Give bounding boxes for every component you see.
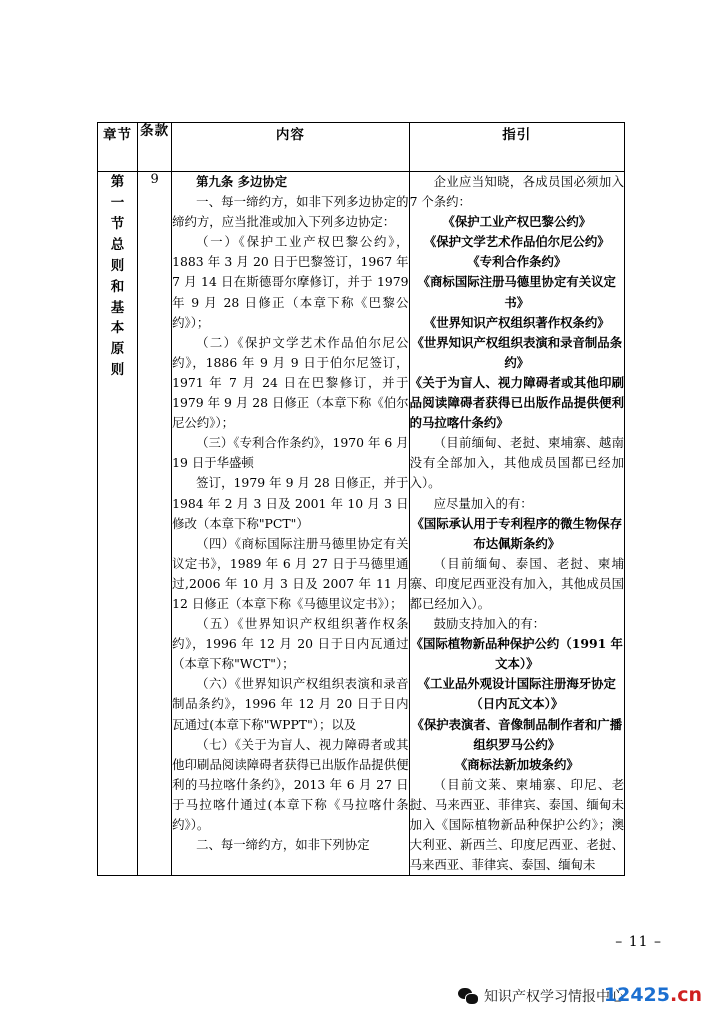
guide-treaty: 《国际植物新品种保护公约（1991 年文本）》 (410, 636, 623, 672)
header-content: 内容 (172, 123, 409, 172)
content-paragraph: （七）《关于为盲人、视力障碍者或其他印刷品阅读障碍者获得已出版作品提供便利的马拉喀什条约》，2013 年 6 月 27 日于马拉喀什通过(本章下称《马拉喀什条约》）。 (172, 736, 409, 832)
chapter-char: 原 (110, 341, 125, 358)
content-paragraph-title: 第九条 多边协定 (196, 174, 288, 189)
content-paragraph: 一、每一缔约方，如非下列多边协定的缔约方，应当批准或加入下列多边协定： (172, 194, 409, 230)
content-paragraph: （五）《世界知识产权组织著作权条约》，1996 年 12 月 20 日于日内瓦通过（本章下称"WCT"）； (172, 616, 409, 672)
content-paragraph: 签订，1979 年 9 月 28 日修正，并于 1984 年 2 月 3 日及 2001 年 10 月 3 日修改（本章下称"PCT"） (172, 475, 409, 531)
watermark (604, 984, 702, 1006)
content-paragraph: （六）《世界知识产权组织表演和录音制品条约》，1996 年 12 月 20 日于日内瓦通过(本章下称"WPPT"）；以及 (172, 676, 409, 732)
chapter-char: 本 (110, 320, 125, 337)
chapter-char: 总 (110, 236, 125, 253)
chapter-char: 则 (110, 362, 125, 379)
clause-number: 9 (138, 172, 172, 876)
table-row (98, 172, 625, 876)
chapter-char: 一 (110, 194, 125, 211)
header-guide: 指引 (409, 123, 624, 172)
chapter-char: 和 (110, 278, 125, 295)
page-footer (0, 986, 720, 1018)
guide-treaty: 《商标法新加坡条约》 (454, 756, 579, 772)
guide-cell (409, 172, 624, 876)
guide-treaty: 《世界知识产权组织表演和录音制品条约》 (411, 334, 623, 370)
guide-paragraph: 鼓励支持加入的有： (433, 616, 546, 632)
guide-treaty: 《保护表演者、音像制品制作者和广播组织罗马公约》 (411, 716, 623, 752)
guide-treaty: 《保护工业产权巴黎公约》 (442, 214, 592, 230)
chapter-char: 基 (110, 299, 125, 316)
main-table (97, 122, 625, 876)
guide-treaty: 《关于为盲人、视力障碍者或其他印刷品阅读障碍者获得已出版作品提供便利的马拉喀什条约》 (409, 374, 624, 431)
guide-paragraph: （目前文莱、柬埔寨、印尼、老挝、马来西亚、菲律宾、泰国、缅甸未加入《国际植物新品种保护公约》；澳大利亚、新西兰、印度尼西亚、老挝、马来西亚、菲律宾、泰国、缅甸未 (409, 776, 624, 873)
chapter-char: 第 (110, 174, 125, 190)
content-paragraph: （三）《专利合作条约》，1970 年 6 月 19 日于华盛顿 (172, 435, 409, 471)
guide-paragraph: （目前缅甸、老挝、柬埔寨、越南没有全部加入，其他成员国都已经加入）。 (409, 435, 624, 491)
guide-treaty: 《世界知识产权组织著作权条约》 (423, 314, 610, 330)
guide-paragraph: 应尽量加入的有： (433, 495, 533, 511)
watermark-domain: .cn (669, 984, 702, 1006)
watermark-number: 12425 (603, 984, 670, 1006)
table-header-row (98, 123, 625, 172)
wechat-account (458, 986, 624, 1006)
chapter-char: 节 (110, 215, 125, 232)
content-paragraph: （四）《商标国际注册马德里协定有关议定书》，1989 年 6 月 27 日于马德里通过,2006 年 10 月 3 日及 2007 年 11 月 12 日修正（本章下称《马德里议定书》）； (172, 535, 409, 611)
content-cell (172, 172, 409, 876)
wechat-account-name: 知识产权学习情报中心 (484, 989, 624, 1005)
guide-treaty: 《专利合作条约》 (467, 254, 567, 270)
content-paragraph: （二）《保护文学艺术作品伯尔尼公约》，1886 年 9 月 9 日于伯尔尼签订，1971 年 7 月 24 日在巴黎修订，并于 1979 年 9 月 28 日修正（本章下称《伯尔尼公约》）； (172, 334, 409, 431)
guide-treaty: 《商标国际注册马德里协定有关议定书》 (417, 274, 616, 310)
guide-treaty: 《保护文学艺术作品伯尔尼公约》 (423, 234, 610, 250)
content-paragraph: （一）《保护工业产权巴黎公约》，1883 年 3 月 20 日于巴黎签订，1967 年 7 月 14 日在斯德哥尔摩修订，并于 1979 年 9 月 28 日修正（本章下称《巴黎公约》）； (172, 234, 409, 330)
header-chapter: 章节 (98, 123, 138, 172)
guide-treaty: 《国际承认用于专利程序的微生物保存布达佩斯条约》 (411, 515, 623, 551)
header-clause: 条款 (138, 123, 172, 172)
guide-paragraph: 企业应当知晓，各成员国必须加入 7 个条约： (409, 174, 624, 210)
chapter-label (98, 172, 138, 876)
guide-treaty: 《工业品外观设计国际注册海牙协定（日内瓦文本）》 (417, 676, 616, 712)
content-paragraph: 二、每一缔约方，如非下列协定 (196, 837, 370, 853)
chapter-char: 则 (110, 257, 125, 274)
guide-paragraph: （目前缅甸、泰国、老挝、柬埔寨、印度尼西亚没有加入，其他成员国都已经加入）。 (409, 555, 624, 611)
page-number: – 11 – (615, 934, 662, 950)
wechat-icon (458, 988, 478, 1005)
